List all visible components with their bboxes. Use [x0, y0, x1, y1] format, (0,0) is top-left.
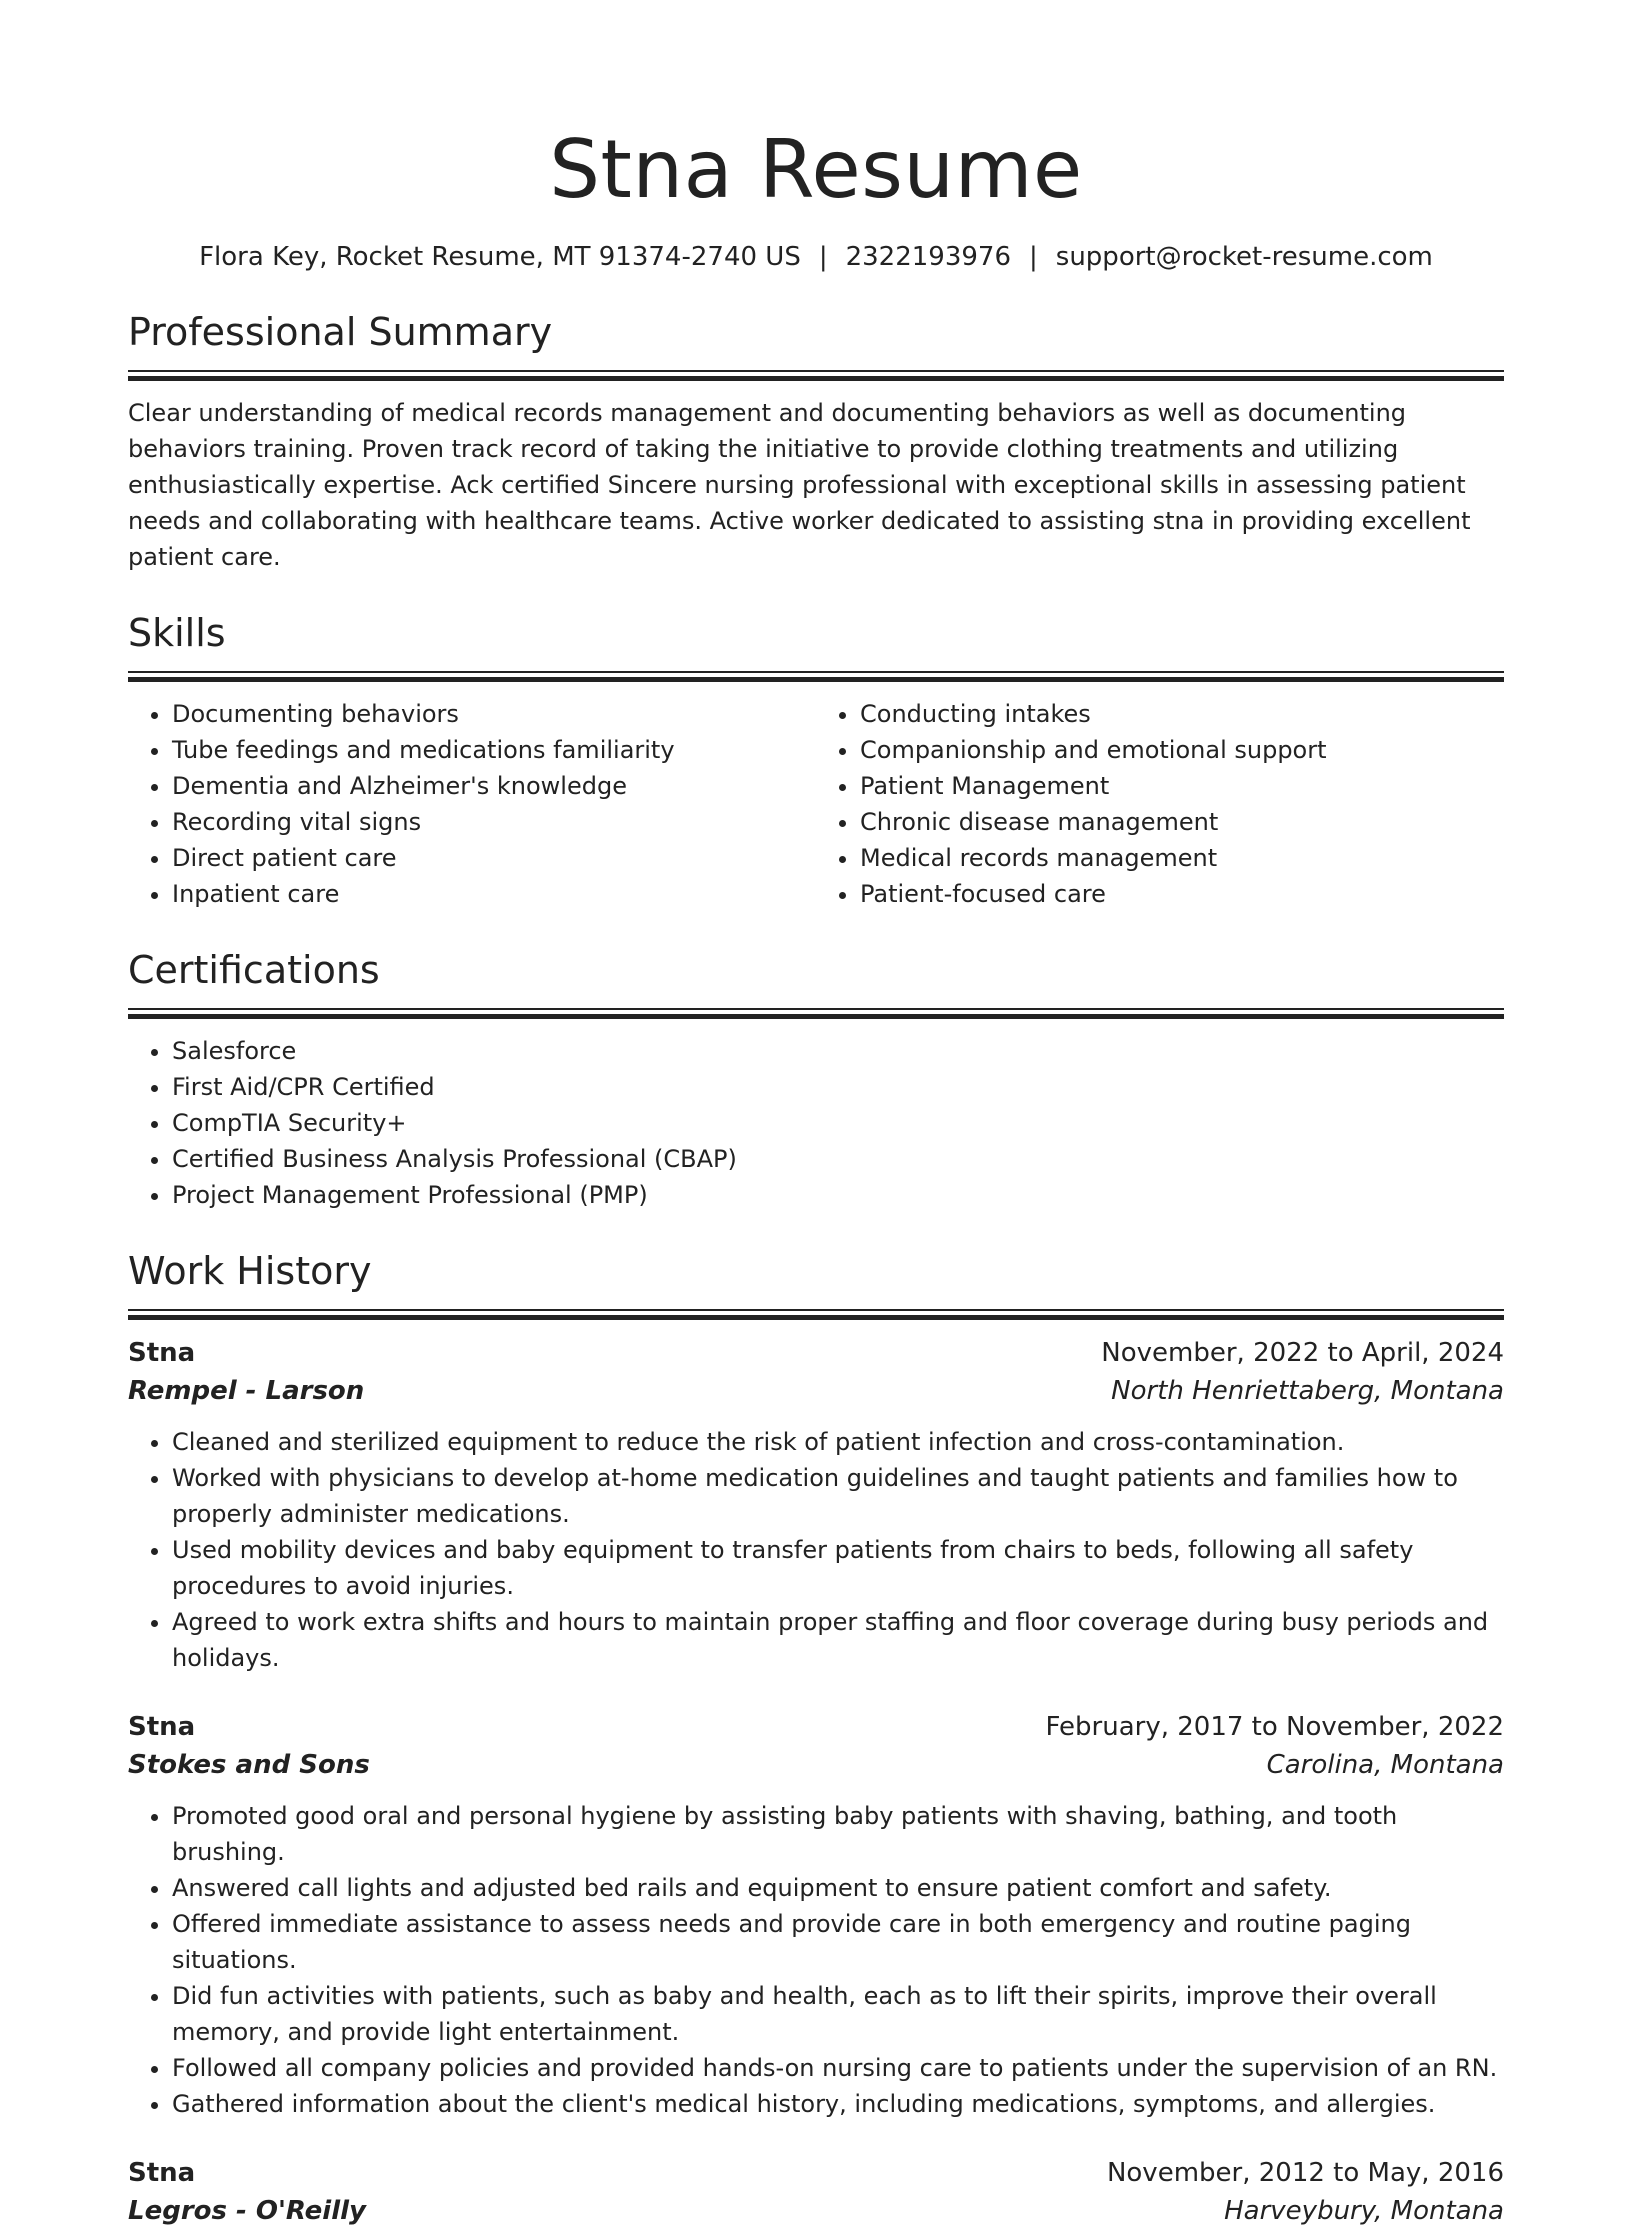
contact-line: [128, 240, 1504, 274]
skill-item: • Documenting behaviors: [172, 696, 816, 732]
skill-item: • Conducting intakes: [860, 696, 1504, 732]
job-title: Stna: [128, 2158, 196, 2188]
job-subheader-row: [128, 1746, 1504, 1784]
job-subheader-row: [128, 1372, 1504, 1410]
job-title: Stna: [128, 1338, 196, 1368]
job-dates: February, 2017 to November, 2022: [1045, 1712, 1504, 1742]
skill-item: • Tube feedings and medications familiarity: [172, 732, 816, 768]
contact-separator: |: [818, 242, 828, 272]
job-header-row: [128, 2154, 1504, 2192]
certifications-section: [128, 946, 1504, 1213]
job-location: Carolina, Montana: [1266, 1750, 1504, 1780]
job-dates: November, 2022 to April, 2024: [1101, 1338, 1504, 1368]
certification-item: • Salesforce: [172, 1033, 1504, 1069]
summary-section: [128, 308, 1504, 575]
skill-item: • Recording vital signs: [172, 804, 816, 840]
job-bullets: [128, 1798, 1504, 2122]
skill-item: • Medical records management: [860, 840, 1504, 876]
certification-item: • First Aid/CPR Certified: [172, 1069, 1504, 1105]
section-divider: [128, 671, 1504, 682]
certification-item: • Certified Business Analysis Professional (CBAP): [172, 1141, 1504, 1177]
section-divider: [128, 1008, 1504, 1019]
job-bullet: • Promoted good oral and personal hygiene by assisting baby patients with shaving, bathing, and tooth brushing.: [172, 1798, 1504, 1870]
job-bullet: • Followed all company policies and provided hands-on nursing care to patients under the supervision of an RN.: [172, 2050, 1504, 2086]
contact-email: support@rocket-resume.com: [1055, 242, 1433, 272]
certification-item: • CompTIA Security+: [172, 1105, 1504, 1141]
job-title: Stna: [128, 1712, 196, 1742]
certification-item: • Project Management Professional (PMP): [172, 1177, 1504, 1213]
job-company: Rempel - Larson: [128, 1376, 365, 1406]
job-company: Legros - O'Reilly: [128, 2196, 366, 2226]
section-title: Certifications: [128, 948, 380, 992]
section-title: Professional Summary: [128, 310, 553, 354]
job-header-row: [128, 1334, 1504, 1372]
skill-item: • Direct patient care: [172, 840, 816, 876]
job-location: Harveybury, Montana: [1224, 2196, 1504, 2226]
job-bullet: • Agreed to work extra shifts and hours to maintain proper staffing and floor coverage during busy periods and holidays.: [172, 1604, 1504, 1676]
contact-address: Flora Key, Rocket Resume, MT 91374-2740 US: [199, 242, 801, 272]
section-divider: [128, 1309, 1504, 1320]
job-entry: [128, 2154, 1504, 2230]
skill-item: • Patient-focused care: [860, 876, 1504, 912]
job-entry: [128, 1334, 1504, 1676]
contact-phone: 2322193976: [845, 242, 1012, 272]
certifications-list: [128, 1033, 1504, 1213]
job-header-row: [128, 1708, 1504, 1746]
job-bullet: • Used mobility devices and baby equipment to transfer patients from chairs to beds, following all safety procedures to avoid injuries.: [172, 1532, 1504, 1604]
job-bullet: • Did fun activities with patients, such as baby and health, each as to lift their spirits, improve their overall memory, and provide light entertainment.: [172, 1978, 1504, 2050]
skills-list-right: [816, 696, 1504, 912]
skill-item: • Chronic disease management: [860, 804, 1504, 840]
work-history-section: [128, 1247, 1504, 2230]
job-bullet: • Worked with physicians to develop at-home medication guidelines and taught patients and families how to properly administer medications.: [172, 1460, 1504, 1532]
section-title: Work History: [128, 1249, 372, 1293]
summary-text: Clear understanding of medical records management and documenting behaviors as well as documenting behaviors training. Proven track record of taking the initiative to provide clothing treatments and utilizing enthusiastically expertise. Ack certified Sincere nursing professional with exceptional skills in assessing patient needs and collaborating with healthcare teams. Active worker dedicated to assisting stna in providing excellent patient care.: [128, 399, 1471, 571]
job-location: North Henriettaberg, Montana: [1111, 1376, 1504, 1406]
job-bullets: [128, 1424, 1504, 1676]
job-dates: November, 2012 to May, 2016: [1106, 2158, 1504, 2188]
contact-separator: |: [1029, 242, 1038, 272]
skills-section: [128, 609, 1504, 912]
skill-item: • Inpatient care: [172, 876, 816, 912]
skill-item: • Patient Management: [860, 768, 1504, 804]
skill-item: • Dementia and Alzheimer's knowledge: [172, 768, 816, 804]
job-bullet: • Cleaned and sterilized equipment to reduce the risk of patient infection and cross-contamination.: [172, 1424, 1504, 1460]
job-bullet: • Gathered information about the client's medical history, including medications, symptoms, and allergies.: [172, 2086, 1504, 2122]
job-subheader-row: [128, 2192, 1504, 2230]
skill-item: • Companionship and emotional support: [860, 732, 1504, 768]
resume-title: Stna Resume: [549, 123, 1083, 216]
job-bullet: • Offered immediate assistance to assess needs and provide care in both emergency and routine paging situations.: [172, 1906, 1504, 1978]
skills-list-left: [128, 696, 816, 912]
job-entry: [128, 1708, 1504, 2122]
section-divider: [128, 370, 1504, 381]
job-bullet: • Answered call lights and adjusted bed rails and equipment to ensure patient comfort and safety.: [172, 1870, 1504, 1906]
job-company: Stokes and Sons: [128, 1750, 370, 1780]
skills-columns: [128, 696, 1504, 912]
section-title: Skills: [128, 611, 226, 655]
